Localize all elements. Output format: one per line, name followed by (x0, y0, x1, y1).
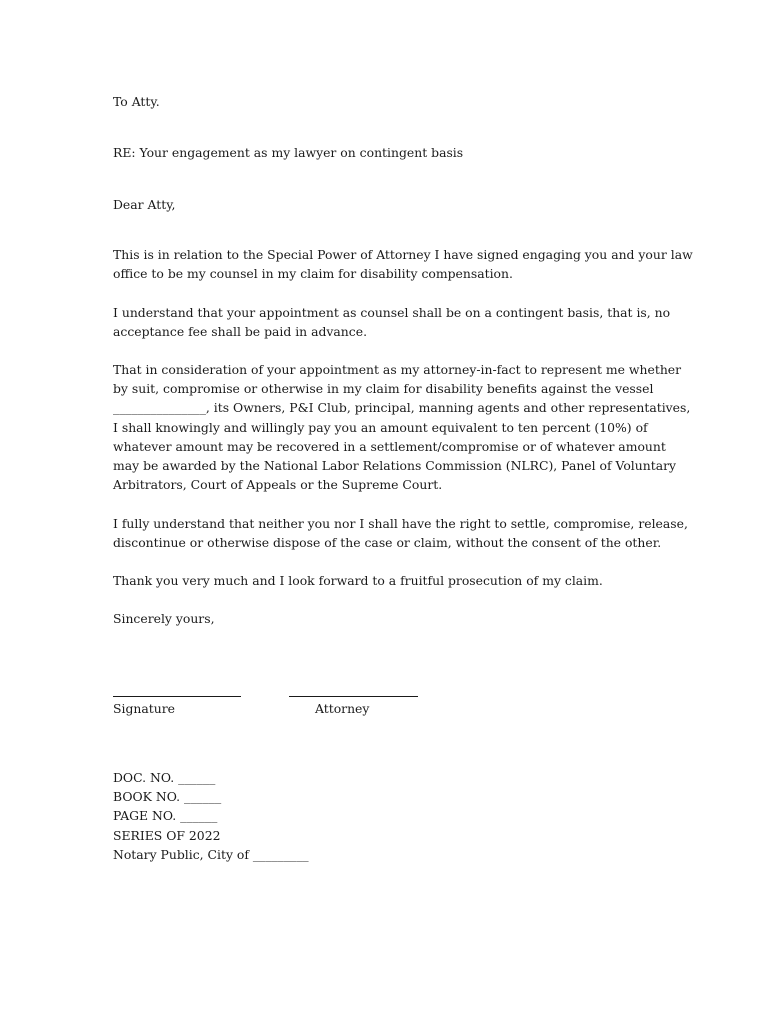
doc-no: DOC. NO. ______ (113, 770, 216, 785)
paragraph-4 (113, 514, 688, 552)
paragraph-line: Thank you very much and I look forward to a fruitful prosecution of my claim. (113, 573, 603, 588)
paragraph-line: whatever amount may be recovered in a settlement/compromise or of whatever amount (113, 438, 666, 454)
attorney-signature-line (289, 696, 418, 697)
salutation-text: Dear Atty, (113, 197, 176, 212)
paragraph-line: Arbitrators, Court of Appeals or the Supreme Court. (113, 477, 443, 493)
paragraph-line: office to be my counsel in my claim for disability compensation. (113, 266, 513, 282)
paragraph-line: _______________, its Owners, P&I Club, principal, manning agents and other representatives, (113, 400, 691, 416)
notary-block (113, 768, 658, 864)
book-no: BOOK NO. ______ (113, 789, 222, 805)
notary-city: Notary Public, City of _________ (113, 846, 309, 862)
paragraph-1 (113, 245, 693, 283)
paragraph-line: I understand that your appointment as counsel shall be on a contingent basis, that is, no (113, 305, 671, 320)
addressee-text: To Atty. (113, 94, 160, 109)
paragraph-line: acceptance fee shall be paid in advance. (113, 324, 368, 340)
paragraph-line: discontinue or otherwise dispose of the case or claim, without the consent of the other. (113, 535, 662, 551)
subject-text: RE: Your engagement as my lawyer on contingent basis (113, 145, 464, 160)
paragraph-3 (113, 360, 691, 494)
signature-label: Signature (113, 701, 175, 716)
series: SERIES OF 2022 (113, 827, 221, 843)
paragraph-2 (113, 303, 671, 341)
subject-line (113, 143, 658, 162)
salutation (113, 195, 658, 214)
paragraph-line: That in consideration of your appointment as my attorney-in-fact to represent me whether (113, 362, 682, 377)
attorney-label: Attorney (315, 701, 370, 716)
page-no: PAGE NO. ______ (113, 808, 218, 824)
paragraph-line: may be awarded by the National Labor Relations Commission (NLRC), Panel of Voluntary (113, 458, 677, 474)
paragraph-line: This is in relation to the Special Power of Attorney I have signed engaging you and your law (113, 247, 693, 262)
closing-text: Sincerely yours, (113, 611, 215, 626)
signature-line (113, 696, 241, 697)
paragraph-line: by suit, compromise or otherwise in my claim for disability benefits against the vessel (113, 381, 654, 397)
closing (113, 609, 658, 628)
paragraph-line: I shall knowingly and willingly pay you an amount equivalent to ten percent (10%) of (113, 419, 648, 435)
paragraph-5 (113, 571, 658, 590)
paragraph-line: I fully understand that neither you nor I shall have the right to settle, compromise, release, (113, 516, 688, 531)
addressee (113, 92, 658, 111)
